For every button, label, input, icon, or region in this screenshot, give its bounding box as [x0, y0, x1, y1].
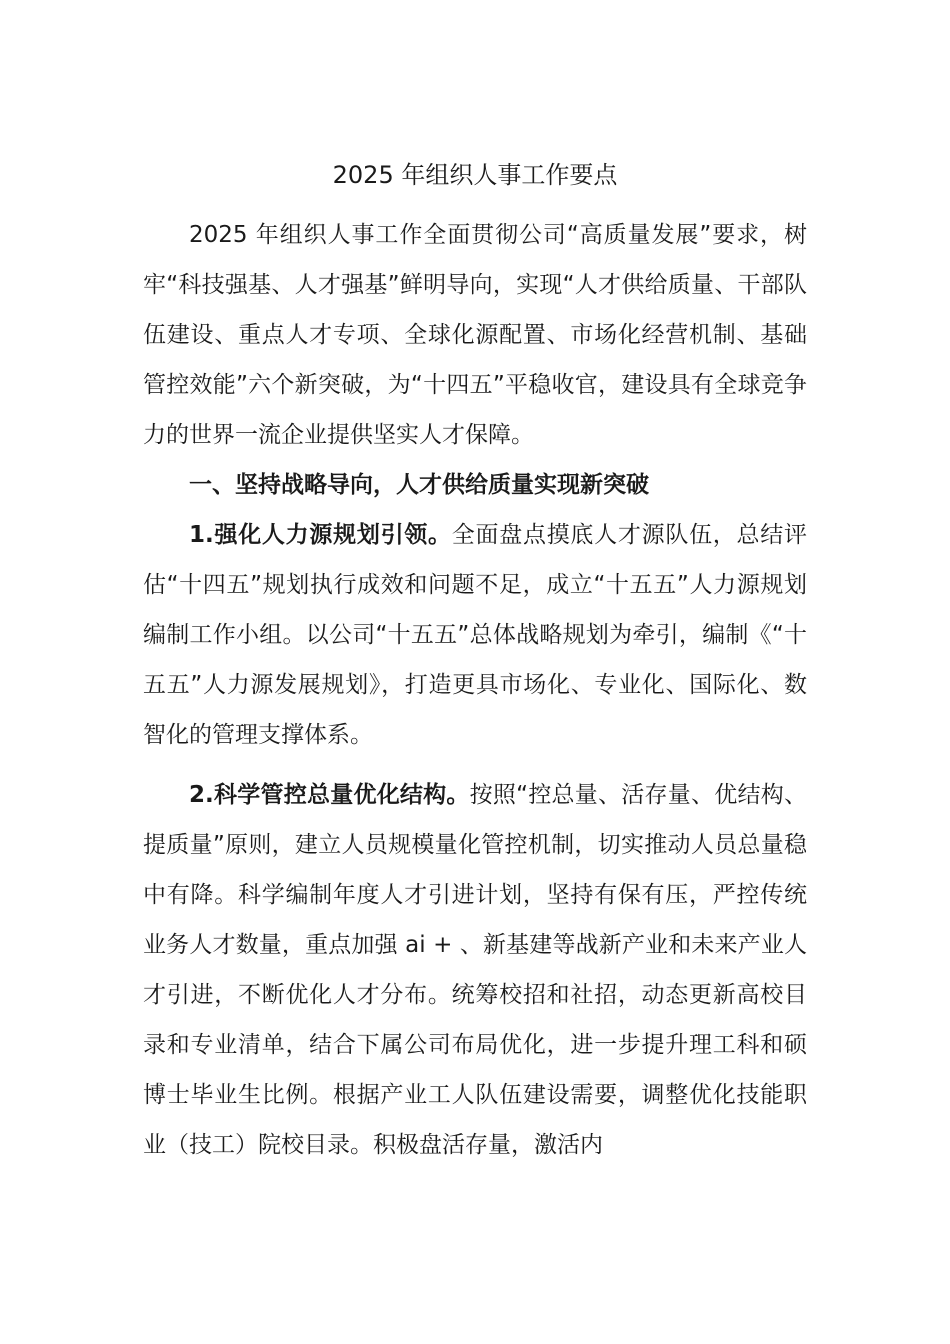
intro-paragraph: 2025 年组织人事工作全面贯彻公司“高质量发展”要求，树牢“科技强基、人才强基”鲜明导向，实现“人才供给质量、干部队伍建设、重点人才专项、全球化源配置、市场化经营机制、基础管控效能”六个新突破，为“十四五”平稳收官，建设具有全球竞争力的世界一流企业提供坚实人才保障。: [143, 222, 807, 448]
document-content: [143, 150, 807, 1165]
item-title-1: 1.强化人力源规划引领。: [189, 522, 452, 548]
item-paragraph-2: [143, 770, 807, 1165]
item-body-1: 全面盘点摸底人才源队伍，总结评估“十四五”规划执行成效和问题不足，成立“十五五”人力源规划编制工作小组。以公司“十五五”总体战略规划为牵引，编制《“十五五”人力源发展规划》，打造更具市场化、专业化、国际化、数智化的管理支撑体系。: [143, 522, 808, 748]
item-body-2: 按照“控总量、活存量、优结构、提质量”原则，建立人员规模量化管控机制，切实推动人员总量稳中有降。科学编制年度人才引进计划，坚持有保有压，严控传统业务人才数量，重点加强 ai + 、新基建等战新产业和未来产业人才引进，不断优化人才分布。统筹校招和社招，动态更新高校目录和专业清单，结合下属公司布局优化，进一步提升理工科和硕博士毕业生比例。根据产业工人队伍建设需要，调整优化技能职业（技工）院校目录。积极盘活存量，激活内: [143, 782, 807, 1158]
item-paragraph-1: [143, 510, 807, 760]
item-title-2: 2.科学管控总量优化结构。: [189, 782, 470, 808]
document-title: 2025 年组织人事工作要点: [332, 161, 618, 189]
section-heading: 一、坚持战略导向，人才供给质量实现新突破: [189, 472, 649, 498]
